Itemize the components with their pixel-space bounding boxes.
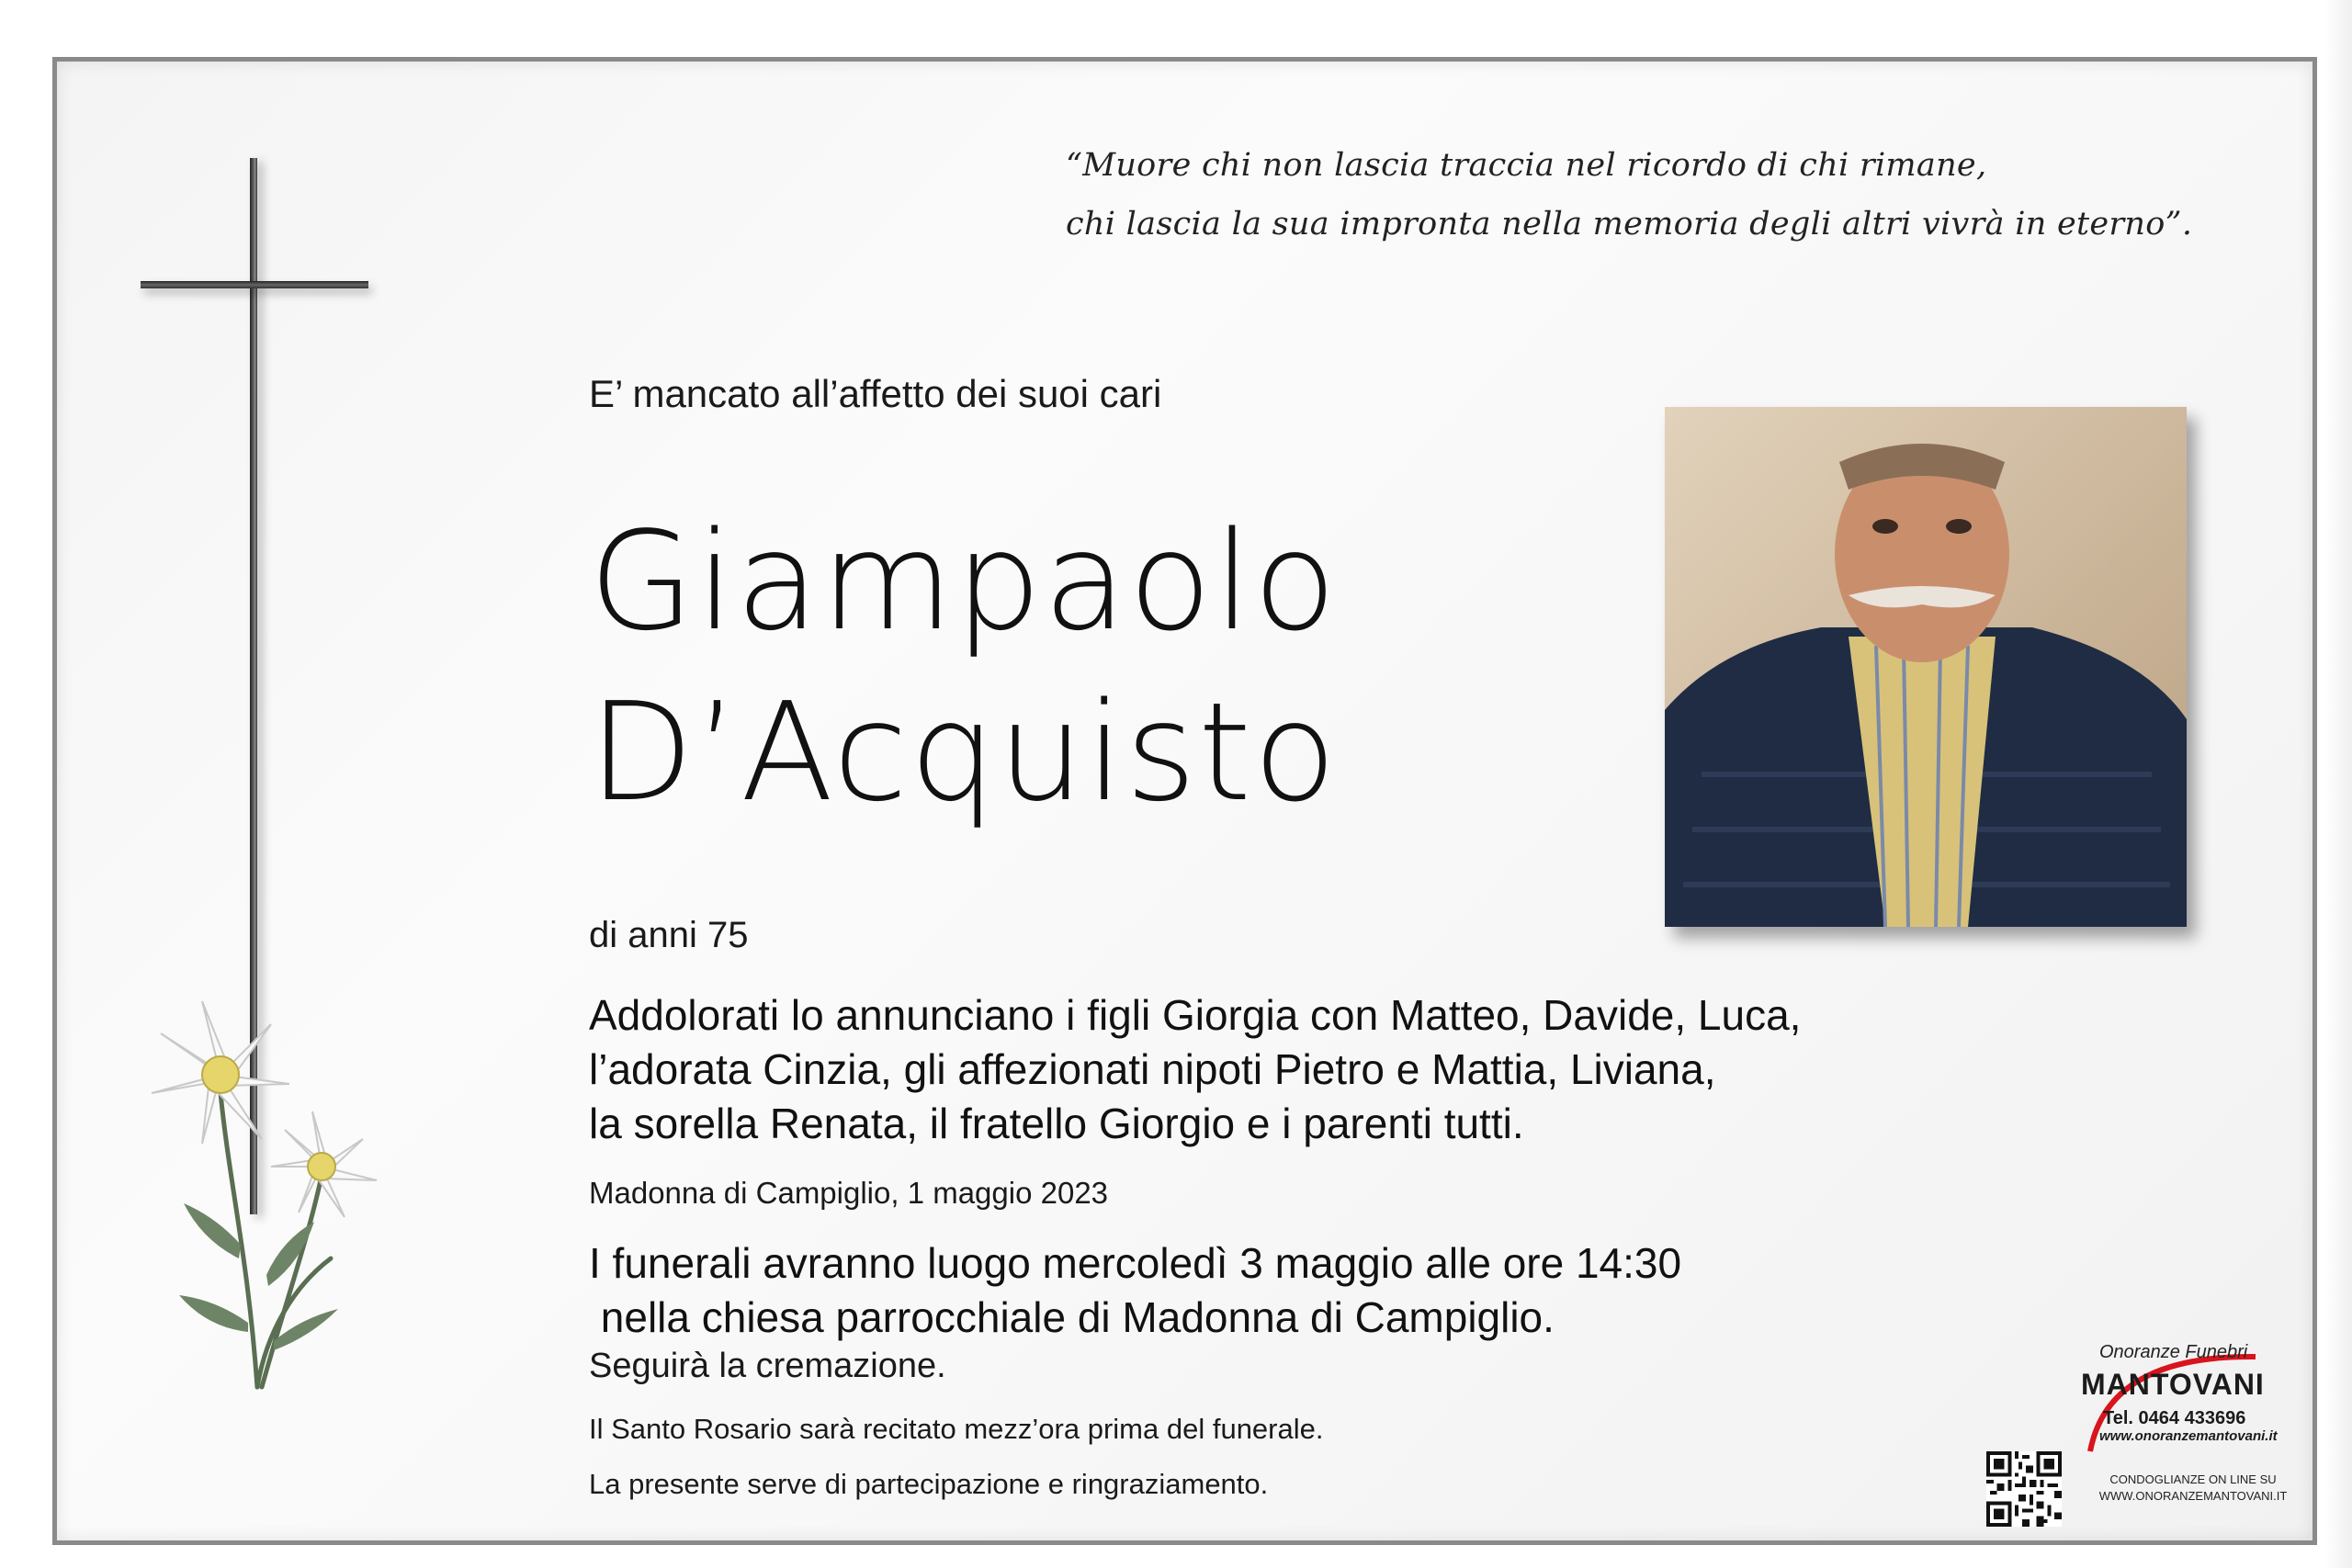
- edelweiss-icon: [110, 983, 404, 1424]
- qr-code-icon: [1986, 1451, 2062, 1527]
- funeral-line: I funerali avranno luogo mercoledì 3 maggio alle ore 14:30: [589, 1239, 1682, 1287]
- deceased-name: [589, 496, 1339, 838]
- condolences-line: CONDOGLIANZE ON LINE SU: [2109, 1472, 2277, 1486]
- epitaph-quote: [1066, 136, 2278, 254]
- place-date: Madonna di Campiglio, 1 maggio 2023: [589, 1176, 1109, 1210]
- announcement: [589, 988, 1930, 1151]
- funeral-line: nella chiesa parrocchiale di Madonna di Campiglio.: [589, 1293, 1555, 1341]
- announcement-line: l’adorata Cinzia, gli affezionati nipoti Pietro e Mattia, Liviana,: [589, 1045, 1716, 1093]
- quote-line: “Muore chi non lascia traccia nel ricordo di chi rimane,: [1066, 147, 1987, 184]
- logo-name: MANTOVANI: [2081, 1368, 2265, 1401]
- funeral-info: [589, 1236, 1875, 1345]
- last-name: D’Acquisto: [589, 673, 1339, 831]
- announcement-line: Addolorati lo annunciano i figli Giorgia con Matteo, Davide, Luca,: [589, 991, 1802, 1039]
- condolences-url: WWW.ONORANZEMANTOVANI.IT: [2098, 1489, 2288, 1503]
- portrait-photo: [1665, 407, 2187, 927]
- thanks-text: La presente serve di partecipazione e ringraziamento.: [589, 1468, 1269, 1500]
- logo-phone: Tel. 0464 433696: [2103, 1408, 2246, 1428]
- first-name: Giampaolo: [589, 502, 1339, 660]
- edge-shade: [2324, 0, 2352, 1568]
- cremation-text: Seguirà la cremazione.: [589, 1347, 946, 1385]
- intro-text: E’ mancato all’affetto dei suoi cari: [589, 372, 1162, 415]
- cross-bar: [141, 281, 368, 288]
- online-condolences: [2078, 1472, 2308, 1505]
- announcement-line: la sorella Renata, il fratello Giorgio e i parenti tutti.: [589, 1100, 1524, 1147]
- rosary-text: Il Santo Rosario sarà recitato mezz’ora prima del funerale.: [589, 1413, 1324, 1445]
- quote-line: chi lascia la sua impronta nella memoria degli altri vivrà in eterno”.: [1066, 206, 2193, 243]
- logo-website: www.onoranzemantovani.it: [2099, 1428, 2278, 1444]
- funeral-home-logo: [2072, 1337, 2301, 1447]
- age-text: di anni 75: [589, 915, 749, 955]
- logo-subtitle: Onoranze Funebri: [2099, 1342, 2248, 1362]
